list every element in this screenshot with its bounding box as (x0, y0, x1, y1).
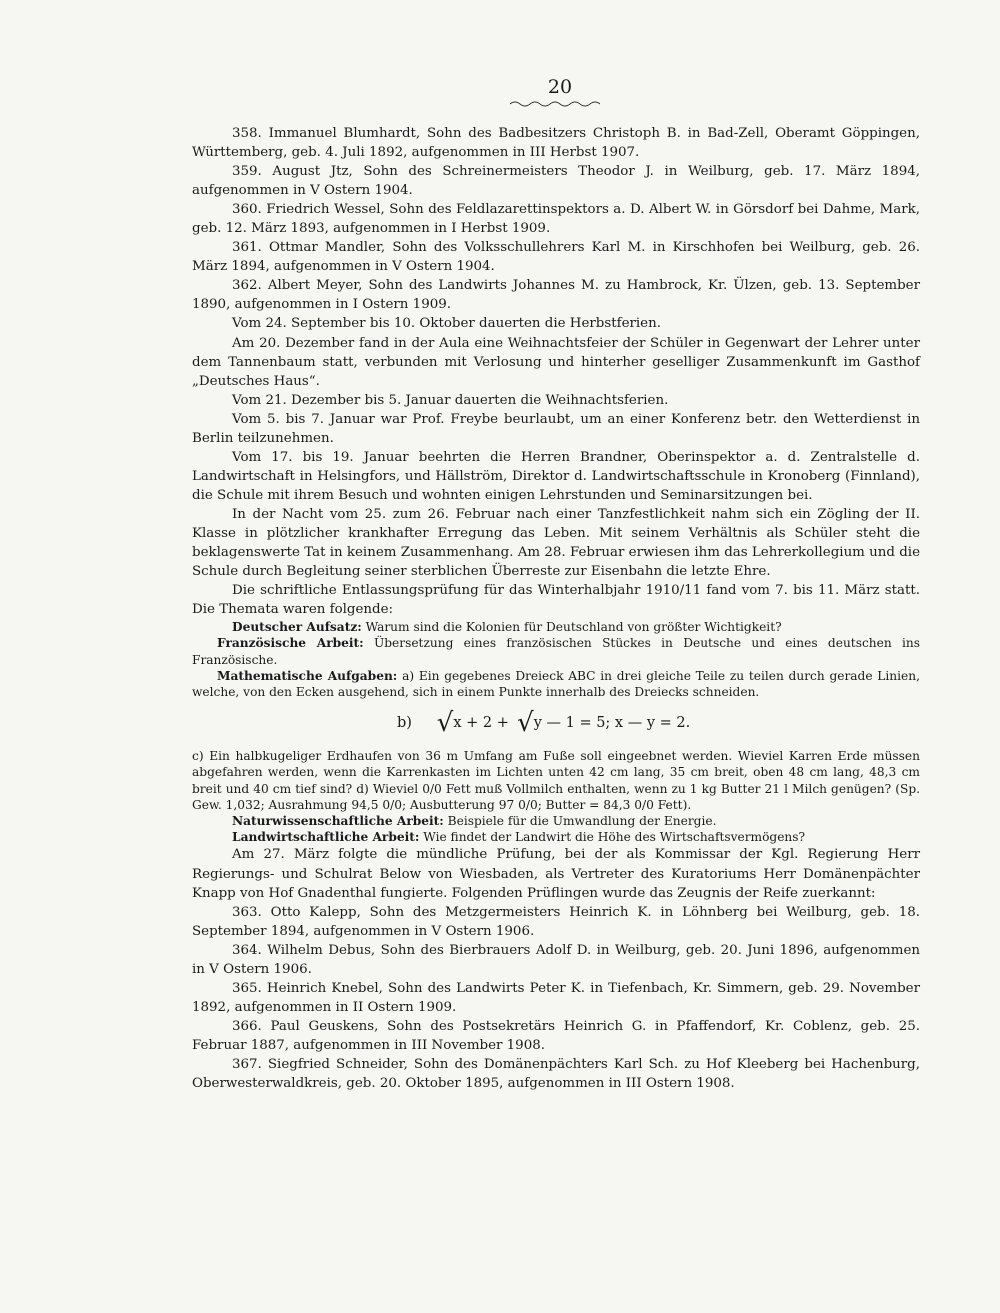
student-entry: 360. Friedrich Wessel, Sohn des Feldlazarettinspektors a. D. Albert W. in Görsdorf bei Dahme, Mark, geb. 12. März 1893, aufgenommen in I Herbst 1909. (192, 202, 920, 237)
exam-text-natur: Beispiele für die Umwandlung der Energie. (447, 814, 717, 829)
student-entry: 363. Otto Kalepp, Sohn des Metzgermeisters Heinrich K. in Löhnberg bei Weilburg, geb. 18. September 1894, aufgenommen in V Ostern 1906. (192, 904, 920, 939)
exam-topics (192, 619, 920, 845)
formula-prefix: b) (397, 715, 412, 732)
paragraph-pruefung: Die schriftliche Entlassungsprüfung für das Winterhalbjahr 1910/11 fand vom 7. bis 11. März statt. Die Themata waren folgende: (192, 583, 920, 618)
math-formula-b (397, 706, 920, 740)
student-entry: 359. August Jtz, Sohn des Schreinermeisters Theodor J. in Weilburg, geb. 17. März 1894, aufgenommen in V Ostern 1904. (192, 164, 920, 199)
paragraph-konferenz: Vom 5. bis 7. Januar war Prof. Freybe beurlaubt, um an einer Konferenz betr. den Wetterdienst in Berlin teilzunehmen. (192, 411, 920, 446)
exam-label-landwirtschaft: Landwirtschaftliche Arbeit: (232, 830, 420, 845)
exam-text-deutsch: Warum sind die Kolonien für Deutschland von größter Wichtigkeit? (365, 620, 782, 635)
student-entry: 366. Paul Geuskens, Sohn des Postsekretärs Heinrich G. in Pfaffendorf, Kr. Coblenz, geb. 25. Februar 1887, aufgenommen in III November 1908. (192, 1018, 920, 1053)
student-entry: 358. Immanuel Blumhardt, Sohn des Badbesitzers Christoph B. in Bad-Zell, Oberamt Göppingen, Württemberg, geb. 4. Juli 1892, aufgenommen in III Herbst 1907. (192, 126, 920, 161)
student-entry: 365. Heinrich Knebel, Sohn des Landwirts Peter K. in Tiefenbach, Kr. Simmern, geb. 29. November 1892, aufgenommen in II Ostern 1909. (192, 980, 920, 1015)
ornament-rule (510, 100, 600, 108)
paragraph-herbstferien: Vom 24. September bis 10. Oktober dauerten die Herbstferien. (232, 316, 661, 332)
exam-text-franzoesisch: Übersetzung eines französischen Stückes in Deutsche und eines deutschen ins Französische. (192, 636, 920, 667)
student-entry: 367. Siegfried Schneider, Sohn des Domänenpächters Karl Sch. zu Hof Kleeberg bei Hachenburg, Oberwesterwaldkreis, geb. 20. Oktober 1895, aufgenommen in III Ostern 1908. (192, 1056, 920, 1092)
student-entry: 362. Albert Meyer, Sohn des Landwirts Johannes M. zu Hambrock, Kr. Ülzen, geb. 13. September 1890, aufgenommen in I Ostern 1909. (192, 278, 920, 313)
formula-part-2: y — 1 = 5; x — y = 2. (533, 715, 691, 732)
formula-part-1: x + 2 + (453, 715, 509, 732)
exam-text-landwirtschaft: Wie findet der Landwirt die Höhe des Wirtschaftsvermögens? (423, 830, 806, 845)
paragraph-weihnachtsfeier: Am 20. Dezember fand in der Aula eine Weihnachtsfeier der Schüler in Gegenwart der Lehrer unter dem Tannenbaum statt, verbunden mit Verlosung und hinterher geselliger Zusammenkunft im Gasthof „Deutsches Haus“. (192, 335, 920, 389)
exam-text-math-c: c) Ein halbkugeliger Erdhaufen von 36 m Umfang am Fuße soll eingeebnet werden. Wieviel Karren Erde müssen abgefahren werden, wenn die Karrenkasten im Lichten unten 42 cm lang, 35 cm breit, oben 48 cm lang, 48,3 cm breit und 40 cm tief sind? d) Wieviel 0/0 Fett muß Vollmilch enthalten, wenn zu 1 kg Butter 21 l Milch genügen? (Sp. Gew. 1,032; Ausrahmung 94,5 0/0; Ausbutterung 97 0/0; Butter = 84,3 0/0 Fett). (192, 749, 920, 812)
body-text (192, 124, 920, 1093)
paragraph-weihnachtsferien: Vom 21. Dezember bis 5. Januar dauerten die Weihnachtsferien. (232, 392, 669, 408)
exam-text-math-a: a) Ein gegebenes Dreieck ABC in drei gleiche Teile zu teilen durch gerade Linien, welche, von den Ecken ausgehend, sich in einem Punkte innerhalb des Dreiecks schneiden. (192, 668, 920, 700)
paragraph-todesfall: In der Nacht vom 25. zum 26. Februar nach einer Tanzfestlichkeit nahm sich ein Zögling der II. Klasse in plötzlicher krankhafter Erregung das Leben. Mit seinem Verhältnis als Schüler steht die beklagenswerte Tat in keinem Zusammenhang. Am 28. Februar erwiesen ihm das Lehrerkollegium und die Schule durch Begleitung seiner sterblichen Überreste zur Eisenbahn die letzte Ehre. (192, 506, 920, 580)
page-number: 20 (547, 76, 573, 98)
student-entry: 361. Ottmar Mandler, Sohn des Volksschullehrers Karl M. in Kirschhofen bei Weilburg, geb. 26. März 1894, aufgenommen in V Ostern 1904. (192, 240, 920, 275)
sqrt-symbol: √ (508, 708, 534, 739)
paragraph-muendliche-pruefung: Am 27. März folgte die mündliche Prüfung, bei der als Kommissar der Kgl. Regierung Herr Regierungs- und Schulrat Below von Wiesbaden, als Vertreter des Kuratoriums Herr Domänenpächter Knapp von Hof Gnadenthal fungierte. Folgenden Prüflingen wurde das Zeugnis der Reife zuerkannt: (192, 847, 920, 901)
student-entry: 364. Wilhelm Debus, Sohn des Bierbrauers Adolf D. in Weilburg, geb. 20. Juni 1896, aufgenommen in V Ostern 1906. (192, 942, 920, 977)
paragraph-besuch: Vom 17. bis 19. Januar beehrten die Herren Brandner, Oberinspektor a. d. Zentralstelle d. Landwirtschaft in Helsingfors, und Hällström, Direktor d. Landwirtschaftsschule in Kronoberg (Finnland), die Schule mit ihrem Besuch und wohnten einigen Lehrstunden und Seminarsitzungen bei. (192, 449, 920, 503)
exam-label-mathematik: Mathematische Aufgaben: (217, 668, 398, 683)
exam-label-deutsch: Deutscher Aufsatz: (232, 620, 362, 635)
exam-label-franzoesisch: Französische Arbeit: (217, 636, 364, 651)
sqrt-symbol: √ (411, 708, 454, 739)
exam-label-natur: Naturwissenschaftliche Arbeit: (232, 814, 444, 829)
